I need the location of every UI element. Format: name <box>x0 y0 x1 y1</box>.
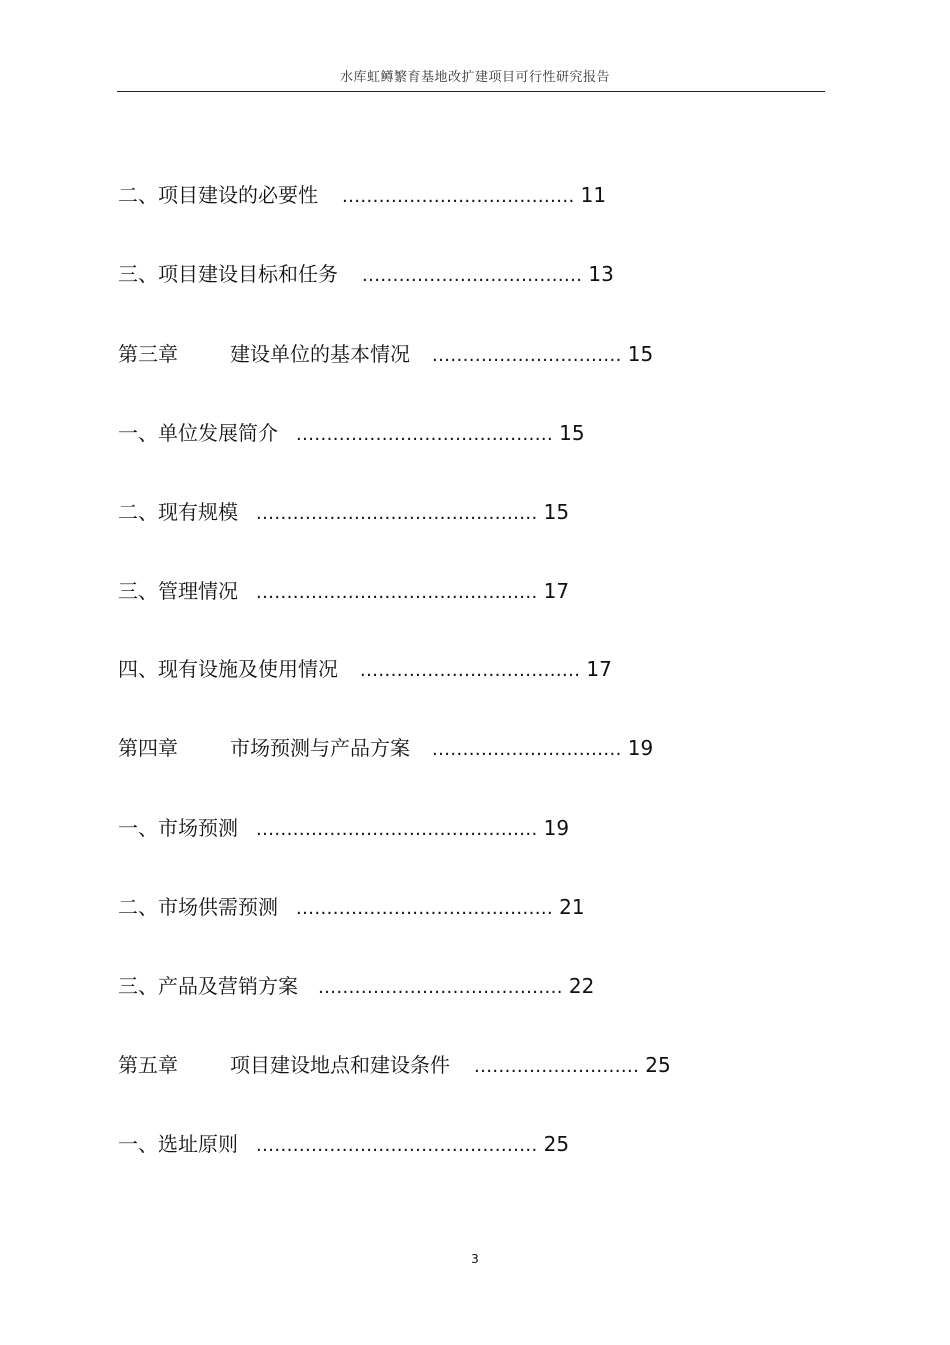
toc-entry[interactable] <box>118 578 569 604</box>
toc-page-number: 11 <box>580 183 607 207</box>
toc-entry-title: 一、单位发展简介 <box>118 421 278 445</box>
toc-entry-title: 三、产品及营销方案 <box>118 974 298 998</box>
toc-entry[interactable] <box>118 973 594 999</box>
toc-chapter-number: 第五章 <box>118 1053 178 1077</box>
toc-entry-title: 项目建设地点和建设条件 <box>230 1053 450 1077</box>
toc-dot-leader: .............................................. <box>256 819 538 840</box>
toc-page-number: 19 <box>543 816 570 840</box>
toc-page-number: 17 <box>586 657 612 681</box>
toc-entry[interactable] <box>118 182 606 208</box>
toc-page-number: 15 <box>543 500 570 524</box>
toc-page-number: 15 <box>627 342 654 366</box>
toc-entry-title: 一、市场预测 <box>118 816 238 840</box>
toc-entry-title: 二、项目建设的必要性 <box>118 183 318 207</box>
toc-page-number: 13 <box>588 262 614 286</box>
toc-dot-leader: .............................................. <box>256 582 538 603</box>
toc-chapter-entry[interactable] <box>118 1052 671 1078</box>
toc-page-number: 19 <box>627 736 654 760</box>
toc-chapter-number: 第四章 <box>118 736 178 760</box>
toc-dot-leader: .......................................... <box>296 424 554 445</box>
toc-entry[interactable] <box>118 261 614 287</box>
toc-dot-leader: ............................... <box>432 345 622 366</box>
toc-page-number: 25 <box>645 1053 671 1077</box>
running-header: 水库虹鳟繁育基地改扩建项目可行性研究报告 <box>339 70 610 85</box>
toc-chapter-number: 第三章 <box>118 342 178 366</box>
toc-dot-leader: .............................................. <box>256 1135 538 1156</box>
toc-dot-leader: .............................................. <box>256 503 538 524</box>
toc-entry[interactable] <box>118 499 569 525</box>
toc-entry[interactable] <box>118 1131 569 1157</box>
toc-entry[interactable] <box>118 815 569 841</box>
toc-dot-leader: .................................... <box>360 660 581 681</box>
toc-page-number: 21 <box>559 895 585 919</box>
toc-entry-title: 二、现有规模 <box>118 500 238 524</box>
toc-dot-leader: ........................... <box>474 1056 640 1077</box>
toc-page-number: 15 <box>559 421 585 445</box>
toc-entry-title: 三、项目建设目标和任务 <box>118 262 338 286</box>
toc-page-number: 25 <box>543 1132 570 1156</box>
toc-entry-title: 三、管理情况 <box>118 579 238 603</box>
toc-entry-title: 市场预测与产品方案 <box>230 736 410 760</box>
toc-entry[interactable] <box>118 420 585 446</box>
header-divider <box>117 91 825 92</box>
toc-entry[interactable] <box>118 656 612 682</box>
toc-dot-leader: ...................................... <box>342 186 575 207</box>
toc-entry-title: 四、现有设施及使用情况 <box>118 657 338 681</box>
toc-entry-title: 建设单位的基本情况 <box>230 342 410 366</box>
toc-entry-title: 一、选址原则 <box>118 1132 238 1156</box>
toc-page-number: 17 <box>543 579 570 603</box>
toc-page-number: 22 <box>568 974 595 998</box>
toc-dot-leader: .................................... <box>362 265 583 286</box>
toc-dot-leader: .......................................... <box>296 898 554 919</box>
toc-entry-title: 二、市场供需预测 <box>118 895 278 919</box>
toc-entry[interactable] <box>118 894 585 920</box>
page-number: 3 <box>471 1252 479 1266</box>
toc-chapter-entry[interactable] <box>118 735 653 761</box>
toc-dot-leader: ............................... <box>432 739 622 760</box>
toc-dot-leader: ........................................ <box>318 977 563 998</box>
toc-chapter-entry[interactable] <box>118 341 653 367</box>
